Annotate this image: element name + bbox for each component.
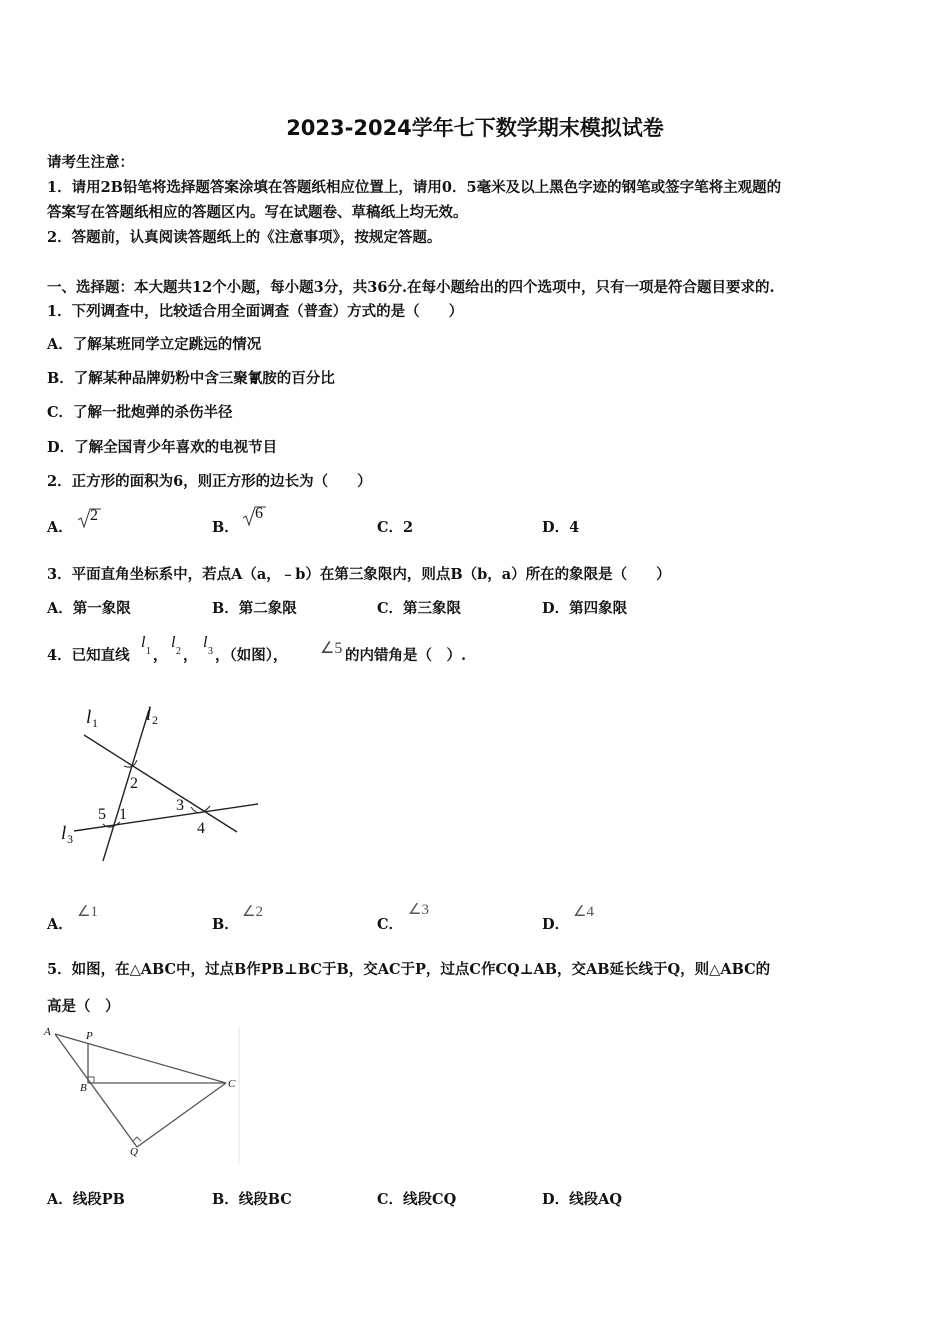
q4-comma-2: ， (183, 647, 198, 664)
q3-option-d: D．第四象限 (542, 600, 628, 617)
q4-l3: l (203, 634, 208, 651)
fig4-label-l1: l (86, 707, 92, 728)
fig4-label-5: 5 (98, 806, 106, 823)
fig5-label-c: C (228, 1078, 236, 1090)
q4-l2: l (171, 634, 176, 651)
segment-cq (137, 1083, 226, 1147)
segment-aq (55, 1034, 137, 1147)
section-heading: 一、选择题：本大题共12个小题，每小题3分，共36分.在每小题给出的四个选项中，只有一项是符合题目要求的. (47, 279, 775, 296)
q4-l2-sub: 2 (176, 646, 181, 657)
fig4-label-1: 1 (119, 806, 127, 823)
q1-stem: 1．下列调查中，比较适合用全面调查（普查）方式的是（ ） (47, 303, 464, 320)
fig5-label-a: A (44, 1026, 51, 1038)
q4-option-b-label: B． (212, 916, 239, 933)
q4-option-c-label: C． (377, 916, 404, 933)
segment-ac (55, 1034, 226, 1083)
q4-option-a-label: A． (47, 916, 73, 933)
page-title: 2023-2024学年七下数学期末模拟试卷 (286, 116, 664, 140)
q4-stem-end: 的内错角是（ ）. (345, 647, 467, 664)
fig4-label-2: 2 (130, 775, 138, 792)
q3-option-c: C．第三象限 (377, 600, 462, 617)
fig4-label-3: 3 (176, 797, 184, 814)
q4-option-d-label: D． (542, 916, 570, 933)
q4-l1: l (141, 634, 146, 651)
fig4-label-4: 4 (197, 820, 205, 837)
q5-stem-line-2: 高是（ ） (47, 998, 120, 1015)
q3-option-a: A．第一象限 (47, 600, 131, 617)
q2-option-b-label: B． (212, 519, 239, 536)
fig5-label-b: B (80, 1082, 87, 1094)
q4-stem-start: 4．已知直线 (47, 647, 130, 664)
notice-heading: 请考生注意： (47, 154, 134, 171)
q5-option-c: C．线段CQ (377, 1191, 457, 1208)
fig4-label-l3-sub: 3 (67, 832, 73, 846)
q4-option-b-value: ∠2 (242, 904, 263, 920)
q3-option-b: B．第二象限 (212, 600, 297, 617)
q1-option-d: D．了解全国青少年喜欢的电视节目 (47, 439, 278, 456)
q2-option-d: D．4 (542, 519, 580, 536)
q5-option-b: B．线段BC (212, 1191, 292, 1208)
q1-option-c: C．了解一批炮弹的杀伤半径 (47, 404, 233, 421)
fig4-label-l2: l (146, 704, 152, 725)
q4-option-c-value: ∠3 (408, 902, 429, 918)
q4-angle-5: ∠5 (320, 640, 343, 657)
q5-figure (45, 1025, 245, 1165)
q3-stem: 3．平面直角坐标系中，若点A（a，﹣b）在第三象限内，则点B（b，a）所在的象限是（ ） (47, 566, 671, 583)
q2-option-a-label: A． (47, 519, 73, 536)
q4-figure (50, 700, 270, 865)
q5-option-a: A．线段PB (47, 1191, 125, 1208)
q1-option-b: B．了解某种品牌奶粉中含三聚氰胺的百分比 (47, 370, 335, 387)
notice-line-3: 2．答题前，认真阅读答题纸上的《注意事项》，按规定答题。 (47, 229, 442, 246)
q5-stem-line-1: 5．如图，在△ABC中，过点B作PB⊥BC于B，交AC于P，过点C作CQ⊥AB，交AB延长线于Q，则△ABC的 (47, 961, 771, 978)
q4-stem-mid: ，（如图）， (215, 647, 288, 664)
q4-option-d-value: ∠4 (573, 904, 594, 920)
q5-option-d: D．线段AQ (542, 1191, 622, 1208)
sqrt-sign-b (242, 506, 256, 528)
q4-comma-1: ， (153, 647, 168, 664)
fig4-label-l2-sub: 2 (152, 713, 158, 727)
fig5-label-q: Q (130, 1146, 138, 1158)
fig5-label-p: P (86, 1030, 93, 1042)
q2-option-a-radicand: 2 (90, 507, 98, 524)
q2-option-b-radicand: 6 (255, 505, 263, 522)
right-angle-q (133, 1137, 141, 1141)
q4-l3-sub: 3 (208, 646, 213, 657)
q2-stem: 2．正方形的面积为6，则正方形的边长为（ ） (47, 473, 372, 490)
q4-option-a-value: ∠1 (77, 904, 98, 920)
sqrt-sign-a (77, 508, 91, 530)
line-l2 (103, 710, 149, 861)
notice-line-2: 答案写在答题纸相应的答题区内。写在试题卷、草稿纸上均无效。 (47, 204, 468, 221)
fig4-label-l1-sub: 1 (92, 716, 98, 730)
q4-l1-sub: 1 (146, 646, 151, 657)
q1-option-a: A．了解某班同学立定跳远的情况 (47, 336, 262, 353)
fig4-label-l3: l (61, 823, 67, 844)
line-l1 (84, 735, 237, 832)
notice-line-1: 1．请用2B铅笔将选择题答案涂填在答题纸相应位置上，请用0．5毫米及以上黑色字迹的钢笔或签字笔将主观题的 (47, 179, 782, 196)
q2-option-c: C．2 (377, 519, 414, 536)
